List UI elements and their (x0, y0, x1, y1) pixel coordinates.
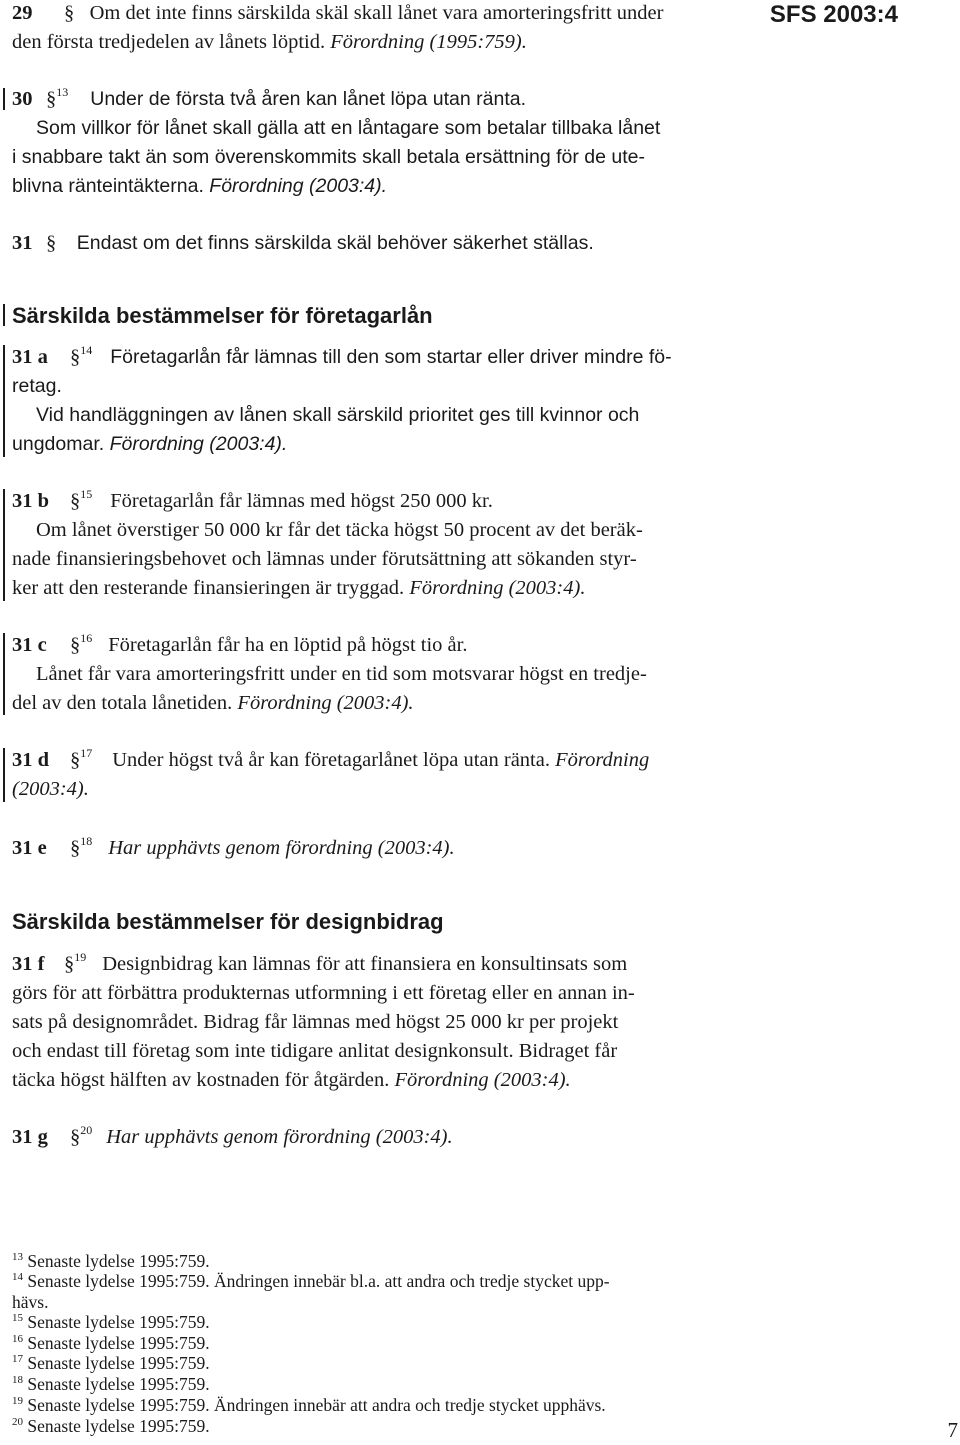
change-bar (3, 748, 5, 802)
footnote-number: 13 (12, 1251, 23, 1263)
footnote-17 (12, 1353, 210, 1373)
section-31a-ref: Förordning (2003:4). (109, 433, 288, 455)
section-31e-line-1 (12, 834, 455, 863)
section-31a-text-1: Företagarlån får lämnas till den som startar eller driver mindre fö- (110, 346, 672, 368)
paragraph-sign-icon: § (70, 749, 81, 771)
section-heading-foretagarlan: Särskilda bestämmelser för företagarlån (12, 303, 433, 328)
section-30-line-3: i snabbare takt än som överenskommits skall betala ersättning för de ute- (12, 146, 645, 168)
section-31d-ref-1: Förordning (555, 749, 650, 771)
section-31f-ref: Förordning (2003:4). (394, 1069, 571, 1091)
section-31f-line-5 (12, 1066, 571, 1095)
section-31g-number: 31 g (12, 1126, 48, 1148)
section-heading-designbidrag: Särskilda bestämmelser för designbidrag (12, 909, 444, 934)
section-30-line-4 (12, 172, 387, 201)
footnote-16 (12, 1333, 210, 1353)
footnote-number: 14 (12, 1271, 23, 1283)
section-31f-number: 31 f (12, 953, 45, 975)
paragraph-sign-icon: § (70, 1126, 81, 1148)
section-31a-text-4: ungdomar. (12, 433, 105, 455)
footnote-ref-13: 13 (56, 85, 69, 99)
section-31c-text-1: Företagarlån får ha en löptid på högst tio år. (108, 634, 468, 656)
section-31-line-1 (12, 229, 594, 258)
footnote-number: 20 (12, 1416, 23, 1428)
section-31a-line-1 (12, 343, 672, 372)
section-31b-text-4: ker att den resterande finansieringen är tryggad. (12, 577, 405, 599)
section-31a-line-2: retag. (12, 375, 62, 397)
footnote-text: Senaste lydelse 1995:759. (27, 1416, 210, 1436)
paragraph-sign-icon: § (70, 346, 81, 368)
section-31-number: 31 (12, 232, 33, 254)
section-31c-number: 31 c (12, 634, 47, 656)
paragraph-sign-icon: § (70, 490, 81, 512)
section-31a-line-3: Vid handläggningen av lånen skall särskild prioritet ges till kvinnor och (36, 404, 640, 426)
footnote-text: Senaste lydelse 1995:759. (27, 1353, 210, 1373)
section-31c-line-1 (12, 631, 467, 660)
footnote-number: 18 (12, 1374, 23, 1386)
section-31a-number: 31 a (12, 346, 48, 368)
footnote-15 (12, 1312, 210, 1332)
section-31d-text-1: Under högst två år kan företagarlånet löpa utan ränta. (112, 749, 550, 771)
footnote-20 (12, 1416, 210, 1436)
section-31b-line-3: nade finansieringsbehovet och lämnas under förutsättning att sökanden styr- (12, 548, 637, 570)
section-31b-number: 31 b (12, 490, 50, 512)
footnote-text: Senaste lydelse 1995:759. (27, 1312, 210, 1332)
section-30-text-4: blivna ränteintäkterna. (12, 175, 204, 197)
section-31b-line-2: Om lånet överstiger 50 000 kr får det täcka högst 50 procent av det beräk- (36, 519, 643, 541)
section-31b-line-4 (12, 574, 585, 603)
section-29-text-1: Om det inte finns särskilda skäl skall lånet vara amorteringsfritt under (89, 2, 664, 24)
section-29-line-1 (12, 0, 663, 28)
footnote-text: Senaste lydelse 1995:759. Ändringen innebär bl.a. att andra och tredje stycket upp- (27, 1271, 610, 1291)
paragraph-sign-icon: § (46, 232, 57, 254)
footnote-number: 16 (12, 1333, 23, 1345)
section-31d-ref-2: (2003:4). (12, 778, 89, 800)
paragraph-sign-icon: § (70, 634, 81, 656)
section-31f-line-4: och endast till företag som inte tidigare anlitat designkonsult. Bidraget får (12, 1040, 618, 1062)
section-31e-text: Har upphävts genom förordning (2003:4). (108, 837, 455, 859)
section-29-number: 29 (12, 2, 33, 24)
change-bar (3, 88, 5, 110)
section-31c-line-2: Lånet får vara amorteringsfritt under en tid som motsvarar högst en tredje- (36, 663, 647, 685)
section-31c-line-3 (12, 689, 414, 718)
footnote-ref-18: 18 (80, 834, 93, 848)
footnote-number: 19 (12, 1395, 23, 1407)
footnote-text: Senaste lydelse 1995:759. Ändringen innebär att andra och tredje stycket upphävs. (27, 1395, 606, 1415)
footnote-text: Senaste lydelse 1995:759. (27, 1374, 210, 1394)
page-number: 7 (947, 1418, 958, 1442)
footnote-14-continued: hävs. (12, 1292, 49, 1312)
section-31b-ref: Förordning (2003:4). (409, 577, 586, 599)
section-31c-text-3: del av den totala lånetiden. (12, 692, 233, 714)
change-bar (3, 489, 5, 601)
section-31b-text-1: Företagarlån får lämnas med högst 250 000 kr. (110, 490, 493, 512)
section-31f-text-5: täcka högst hälften av kostnaden för åtgärden. (12, 1069, 390, 1091)
section-31c-ref: Förordning (2003:4). (237, 692, 414, 714)
footnote-ref-15: 15 (80, 487, 93, 501)
section-29-ref: Förordning (1995:759). (330, 31, 527, 53)
change-bar (3, 345, 5, 457)
section-30-ref: Förordning (2003:4). (209, 175, 388, 197)
footnote-19 (12, 1395, 606, 1415)
section-31f-line-1 (12, 950, 627, 979)
document-code: SFS 2003:4 (769, 1, 898, 28)
change-bar (3, 304, 5, 326)
section-30-text-1: Under de första två åren kan lånet löpa utan ränta. (90, 88, 527, 110)
section-30-line-1 (12, 85, 526, 114)
footnote-text: Senaste lydelse 1995:759. (27, 1251, 210, 1271)
change-bar (3, 633, 5, 715)
footnote-text: Senaste lydelse 1995:759. (27, 1333, 210, 1353)
footnote-18 (12, 1374, 210, 1394)
section-30-number: 30 (12, 88, 33, 110)
section-31d-line-1 (12, 746, 649, 775)
paragraph-sign-icon: § (64, 953, 75, 975)
section-31b-line-1 (12, 487, 493, 516)
footnote-14 (12, 1271, 610, 1291)
paragraph-sign-icon: § (70, 837, 81, 859)
paragraph-sign-icon: § (46, 88, 57, 110)
paragraph-sign-icon: § (64, 2, 75, 24)
footnote-ref-19: 19 (74, 950, 87, 964)
section-31g-text: Har upphävts genom förordning (2003:4). (106, 1126, 453, 1148)
section-29-text-2: den första tredjedelen av lånets löptid. (12, 31, 326, 53)
footnote-number: 17 (12, 1353, 23, 1365)
section-29-line-2 (12, 28, 527, 57)
section-31e-number: 31 e (12, 837, 47, 859)
section-31d-number: 31 d (12, 749, 50, 771)
section-31a-line-4 (12, 430, 287, 459)
section-31f-line-3: sats på designområdet. Bidrag får lämnas med högst 25 000 kr per projekt (12, 1011, 619, 1033)
section-30-line-2: Som villkor för lånet skall gälla att en låntagare som betalar tillbaka lånet (36, 117, 661, 139)
section-31-text-1: Endast om det finns särskilda skäl behöver säkerhet ställas. (76, 232, 594, 254)
footnote-ref-20: 20 (80, 1123, 93, 1137)
footnote-ref-17: 17 (80, 746, 93, 760)
footnote-13 (12, 1251, 210, 1271)
section-31f-line-2: görs för att förbättra produkternas utformning i ett företag eller en annan in- (12, 982, 635, 1004)
footnote-number: 15 (12, 1312, 23, 1324)
footnote-ref-14: 14 (80, 343, 93, 357)
section-31f-text-1: Designbidrag kan lämnas för att finansiera en konsultinsats som (102, 953, 628, 975)
section-31g-line-1 (12, 1123, 453, 1152)
footnote-ref-16: 16 (80, 631, 93, 645)
